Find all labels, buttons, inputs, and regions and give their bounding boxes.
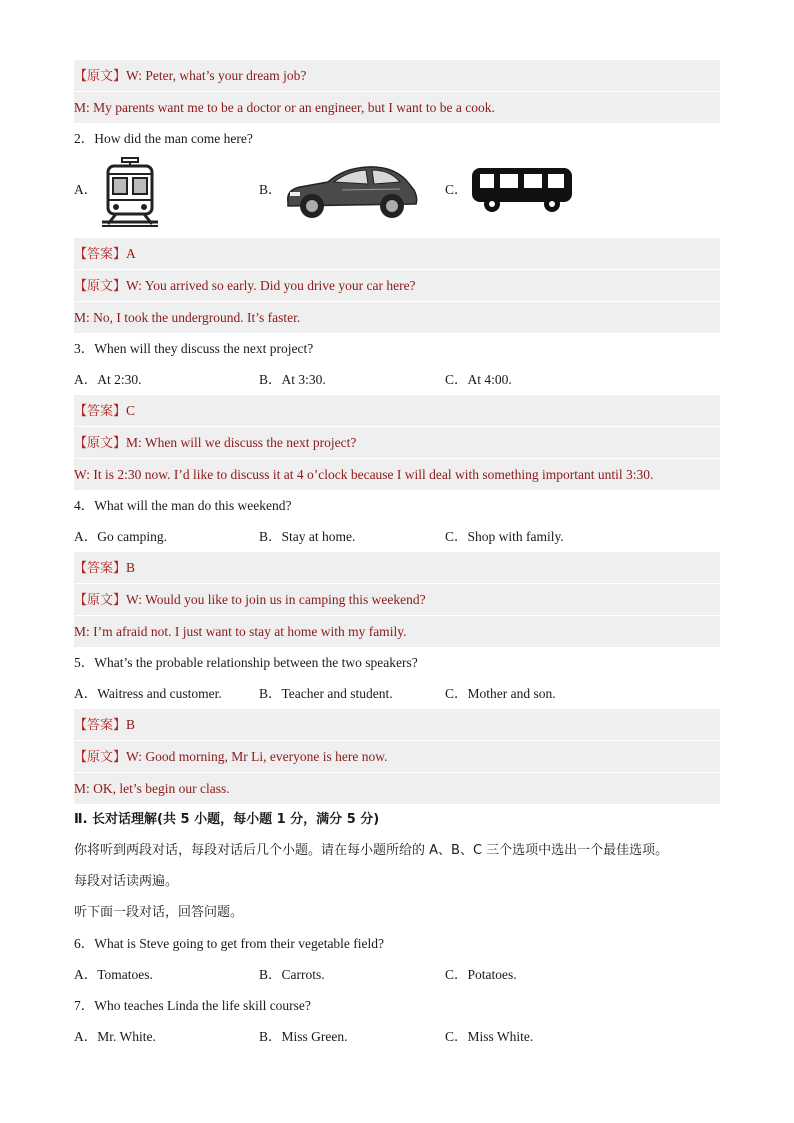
q1-script-line-2: M: My parents want me to be a doctor or an engineer, but I want to be a cook. (74, 91, 720, 123)
q7-question: 7．Who teaches Linda the life skill course? (74, 998, 311, 1013)
q6-question: 6．What is Steve going to get from their vegetable field? (74, 936, 385, 951)
script-tag: 【原文】 (74, 750, 127, 765)
script-tag: 【原文】 (74, 436, 127, 451)
q2-script-line-2: M: No, I took the underground. It’s faster. (74, 301, 720, 333)
q4-script-line-1 (74, 583, 720, 615)
train-icon (100, 156, 160, 228)
q6-option-a: A．Tomatoes. (74, 967, 153, 982)
answer-tag: 【答案】 (74, 561, 127, 576)
q3-option-a: A．At 2:30. (74, 372, 142, 387)
script-tag: 【原文】 (74, 69, 127, 84)
script-tag: 【原文】 (74, 279, 127, 294)
section-heading: Ⅱ. 长对话理解(共 5 小题，每小题 1 分，满分 5 分) (74, 812, 380, 827)
q5-option-b: B．Teacher and student. (259, 686, 393, 701)
q5-options (74, 678, 720, 709)
script-tag: 【原文】 (74, 593, 127, 608)
q3-script-line-2: W: It is 2:30 now. I’d like to discuss it at 4 o’clock because I will deal with something important until 3:30. (74, 458, 720, 490)
q3-answer (74, 395, 720, 426)
section-instruction-3: 听下面一段对话，回答问题。 (74, 905, 244, 920)
q5-script-line-2: M: OK, let’s begin our class. (74, 772, 720, 804)
q4-question: 4．What will the man do this weekend? (74, 498, 292, 513)
section-instruction-2: 每段对话读两遍。 (74, 874, 179, 889)
answer-tag: 【答案】 (74, 718, 127, 733)
q6-options (74, 959, 720, 990)
bus-icon (470, 164, 574, 216)
q5-question: 5．What’s the probable relationship between the two speakers? (74, 655, 418, 670)
q7-options (74, 1021, 720, 1052)
q1-script-line-1 (74, 60, 720, 91)
q3-question: 3．When will they discuss the next project? (74, 341, 314, 356)
answer-value: B (126, 560, 136, 575)
q7-option-a: A．Mr. White. (74, 1029, 156, 1044)
q4-option-c: C．Shop with family. (445, 529, 564, 544)
q6-option-b: B．Carrots. (259, 967, 325, 982)
q5-option-a: A．Waitress and customer. (74, 686, 222, 701)
q4-options (74, 521, 720, 552)
q7-option-b: B．Miss Green. (259, 1029, 348, 1044)
q3-script-line-1 (74, 426, 720, 458)
q3-options (74, 364, 720, 395)
answer-value: C (126, 403, 136, 418)
q2-image-options (74, 154, 720, 238)
q4-option-b: B．Stay at home. (259, 529, 356, 544)
q2-script-line-1 (74, 269, 720, 301)
q5-script-line-1 (74, 740, 720, 772)
q6-option-c: C．Potatoes. (445, 967, 517, 982)
q5-answer (74, 709, 720, 740)
q4-option-a: A．Go camping. (74, 529, 167, 544)
q3-option-c: C．At 4:00. (445, 372, 512, 387)
section-instruction-1: 你将听到两段对话，每段对话后几个小题。请在每小题所给的 A、B、C 三个选项中选出一个最佳选项。 (74, 843, 669, 858)
script-text: W: Peter, what’s your dream job? (126, 68, 307, 83)
q5-option-c: C．Mother and son. (445, 686, 556, 701)
answer-value: A (126, 246, 136, 261)
q2-answer (74, 238, 720, 269)
script-text: W: Good morning, Mr Li, everyone is here now. (126, 749, 388, 764)
q2-option-c-label: C． (445, 182, 468, 197)
script-text: W: You arrived so early. Did you drive your car here? (126, 278, 416, 293)
q7-option-c: C．Miss White. (445, 1029, 534, 1044)
q2-option-a-label: A． (74, 182, 98, 197)
q4-script-line-2: M: I’m afraid not. I just want to stay at home with my family. (74, 615, 720, 647)
answer-tag: 【答案】 (74, 247, 127, 262)
q2-question: 2．How did the man come here? (74, 131, 253, 146)
document-page (74, 60, 720, 1052)
script-text: W: Would you like to join us in camping this weekend? (126, 592, 426, 607)
car-icon (282, 160, 422, 222)
q2-option-b-label: B． (259, 182, 282, 197)
script-text: M: When will we discuss the next project? (126, 435, 357, 450)
q4-answer (74, 552, 720, 583)
answer-value: B (126, 717, 136, 732)
answer-tag: 【答案】 (74, 404, 127, 419)
q3-option-b: B．At 3:30. (259, 372, 326, 387)
